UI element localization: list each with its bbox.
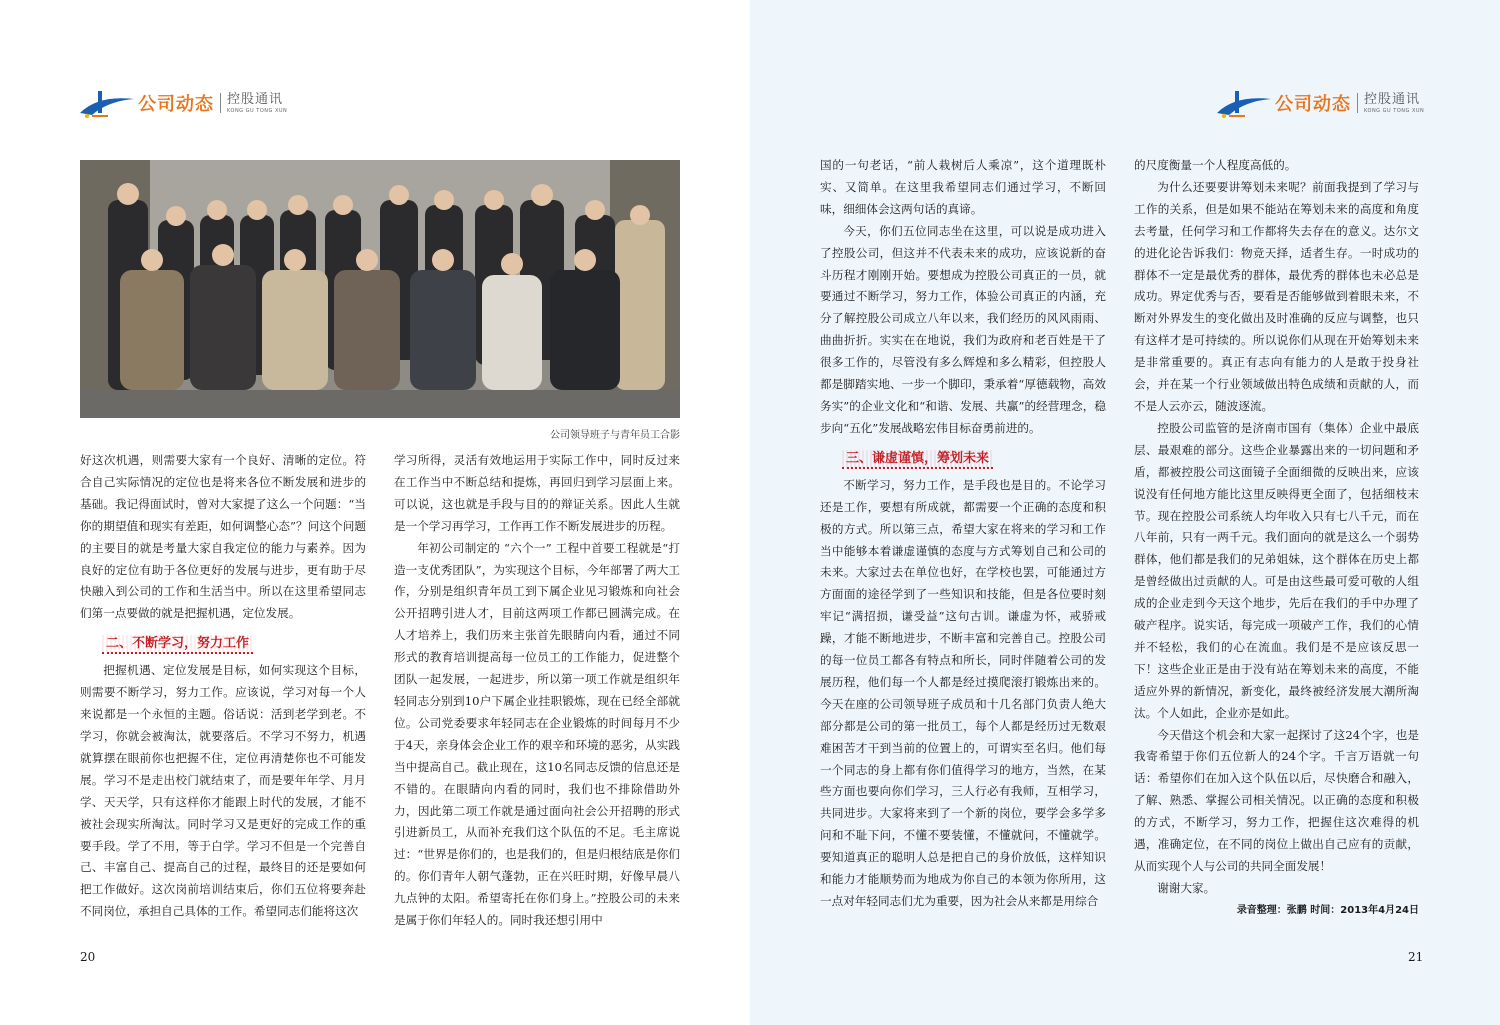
- left-column-2: [394, 450, 680, 932]
- credit-line: 录音整理：张鹏 时间：2013年4月24日: [1236, 904, 1419, 916]
- right-page: [750, 0, 1500, 1025]
- right-column-1: [820, 155, 1106, 913]
- section-heading-2: 二、不断学习，努力工作: [102, 635, 253, 654]
- header-title: 公司动态: [1275, 94, 1351, 115]
- photo-caption: 公司领导班子与青年员工合影: [550, 430, 680, 441]
- group-photo: [80, 160, 680, 418]
- header-divider: [220, 93, 221, 113]
- closing-line: 谢谢大家。: [1157, 880, 1216, 895]
- paragraph: 年初公司制定的 “六个一” 工程中首要工程就是“打造一支优秀团队”，为实现这个目标，今年部署了两大工作，分别是组织青年员工到下属企业见习锻炼和向社会公开招聘引进人才，目前这两项工作都已圆满完成。在人才培养上，我们历来主张首先眼睛向内看，通过不同形式的教育培训提高每一位员工的工作能力，促进整个团队一起发展，一起进步，所以第一项工作就是组织年轻同志分别到10户下属企业挂职锻炼，现在已经全部就位。公司党委要求年轻同志在企业锻炼的时间每月不少于4天，亲身体会企业工作的艰辛和环境的恶劣，从实践当中提高自己。截止现在，这10名同志反馈的信息还是不错的。在眼睛向内看的同时，我们也不排除借助外力，因此第二项工作就是通过面向社会公开招聘的形式引进新员工，从而补充我们这个队伍的不足。毛主席说过：“世界是你们的，也是我们的，但是归根结底是你们的。你们青年人朝气蓬勃，正在兴旺时期，好像早晨八九点钟的太阳。希望寄托在你们身上。”控股公司的未来是属于你们年轻人的。同时我还想引用中: [394, 540, 680, 928]
- paragraph: 好这次机遇，则需要大家有一个良好、清晰的定位。符合自己实际情况的定位也是将来各位不断发展和进步的基础。我记得面试时，曾对大家提了这么一个问题：“当你的期望值和现实有差距，如何调整心态”？问这个问题的主要目的就是考量大家自我定位的能力与素养。因为良好的定位有助于各位更好的发展与进步，更有助于尽快融入到公司的工作和生活当中。所以在这里希望同志们第一点要做的就是把握机遇，定位发展。: [80, 453, 366, 621]
- header-subtitle-en: KONG GU TONG XUN: [1364, 107, 1425, 114]
- paragraph: 国的一句老话，“前人栽树后人乘凉”，这个道理既朴实、又简单。在这里我希望同志们通过学习，不断回味，细细体会这两句话的真谛。: [820, 158, 1106, 216]
- header-subtitle-cn: 控股通讯: [1364, 91, 1421, 107]
- paragraph: 为什么还要要讲筹划未来呢？前面我提到了学习与工作的关系，但是如果不能站在筹划未来的高度和角度去考量，任何学习和工作都将失去存在的意义。达尔文的进化论告诉我们：物竞天择，适者生存。一时成功的群体不一定是最优秀的群体，最优秀的群体也未必总是成功。界定优秀与否，要看是否能够做到着眼未来，不断对外界发生的变化做出及时准确的反应与调整，也只有这样才是可持续的。所以说你们从现在开始筹划未来是非常重要的。真正有志向有能力的人是敢于投身社会，并在某一个行业领域做出特色成绩和贡献的人，而不是人云亦云，随波逐流。: [1134, 179, 1419, 413]
- paragraph: 的尺度衡量一个人程度高低的。: [1134, 158, 1297, 172]
- header-subtitle-en: KONG GU TONG XUN: [227, 107, 288, 114]
- paragraph: 今天，你们五位同志坐在这里，可以说是成功进入了控股公司，但这并不代表未来的成功，应该说新的奋斗历程才刚刚开始。要想成为控股公司真正的一员，就要通过不断学习，努力工作，体验公司真正的内涵，充分了解控股公司成立八年以来，我们经历的风风雨雨、曲曲折折。实实在在地说，我们为政府和老百姓是干了很多工作的，尽管没有多么辉煌和多么精彩，但控股人都是脚踏实地、一步一个脚印，秉承着“厚德载物，高效务实”的企业文化和“和谐、发展、共赢”的经营理念，稳步向“五化”发展战略宏伟目标奋勇前进的。: [820, 223, 1106, 435]
- header-divider: [1357, 93, 1358, 113]
- paragraph: 把握机遇、定位发展是目标，如何实现这个目标，则需要不断学习，努力工作。应该说，学习对每一个人来说都是一个永恒的主题。俗话说：活到老学到老。不学习，你就会被淘汰，就要落后。不学习不努力，机遇就算摆在眼前你也把握不住，定位再清楚你也不可能发展。学习不是走出校门就结束了，而是要年年学、月月学、天天学，只有这样你才能跟上时代的发展，才能不被社会现实所淘汰。同时学习又是更好的完成工作的重要手段。学了不用，等于白学。学习不但是一个完善自己、丰富自己、提高自己的过程，最终目的还是要如何把工作做好。这次岗前培训结束后，你们五位将要奔赴不同岗位，承担自己具体的工作。希望同志们能将这次: [80, 663, 366, 919]
- header-subtitle: [1364, 93, 1424, 114]
- header-title: 公司动态: [138, 94, 214, 115]
- paragraph: 今天借这个机会和大家一起探讨了这24个字，也是我寄希望于你们五位新人的24个字。千言万语就一句话：希望你们在加入这个队伍以后，尽快磨合和融入，了解、熟悉、掌握公司相关情况。以正确的态度和积极的方式，不断学习，努力工作，把握住这次难得的机遇，准确定位，在不同的岗位上做出自己应有的贡献，从而实现个人与公司的共同全面发展！: [1134, 727, 1419, 873]
- company-logo-icon: [78, 87, 136, 119]
- group-photo-illustration: [80, 160, 680, 418]
- company-logo-icon: [1215, 87, 1273, 119]
- paragraph: 控股公司监管的是济南市国有（集体）企业中最底层、最艰难的部分。这些企业暴露出来的一切问题和矛盾，都被控股公司这面镜子全面细微的反映出来，应该说没有任何地方能比这里反映得更全面了，包括细枝末节。现在控股公司系统人均年收入只有七八千元，而在八年前，只有一两千元。我们面向的就是这么一个弱势群体，他们都是我们的兄弟姐妹，这个群体在历史上都是曾经做出过贡献的人。可是由这些最可爱可敬的人组成的企业走到今天这个地步，先后在我们的手中办理了破产程序。说实话，每完成一项破产工作，我们的心情并不轻松，我们的心在流血。我们是不是应该反思一下！这些企业正是由于没有站在筹划未来的高度，不能适应外界的新情况，新变化，最终被经济发展大潮所淘汰。个人如此，企业亦是如此。: [1134, 420, 1419, 720]
- left-column-1: [80, 450, 366, 923]
- header-subtitle: [227, 93, 287, 114]
- page-number-right: 21: [1408, 950, 1424, 964]
- page-header: [1215, 86, 1424, 120]
- section-heading-3: 三、谦虚谨慎，筹划未来: [842, 450, 993, 469]
- page-number-left: 20: [80, 950, 96, 964]
- page-header: [78, 86, 287, 120]
- right-column-2: [1134, 155, 1419, 922]
- paragraph: 不断学习，努力工作，是手段也是目的。不论学习还是工作，要想有所成就，都需要一个正确的态度和积极的方式。所以第三点，希望大家在将来的学习和工作当中能够本着谦虚谨慎的态度与方式筹划自己和公司的未来。大家过去在单位也好，在学校也罢，可能通过方方面面的途径学到了一些知识和技能，但是各位要时刻牢记“满招损，谦受益”这句古训。谦虚为怀，戒骄戒躁，才能不断地进步，不断丰富和完善自己。控股公司的每一位员工都各有特点和所长，同时伴随着公司的发展历程，他们每一个人都是经过摸爬滚打锻炼出来的。今天在座的公司领导班子成员和十几名部门负责人绝大部分都是公司的第一批员工，每个人都是经历过无数艰难困苦才干到当前的位置上的，可谓实至名归。他们每一个同志的身上都有你们值得学习的地方，当然，在某些方面也要向你们学习，三人行必有我师，互相学习，共同进步。大家将来到了一个新的岗位，要学会多学多问和不耻下问，不懂不要装懂，不懂就问，不懂就学。要知道真正的聪明人总是把自己的身价放低，这样知识和能力才能顺势而为地成为你自己的本领为你所用，这一点对年轻同志们尤为重要，因为社会从来都是用综合: [820, 477, 1106, 908]
- paragraph: 学习所得，灵活有效地运用于实际工作中，同时反过来在工作当中不断总结和提炼，再回归到学习层面上来。可以说，这也就是手段与目的的辩证关系。因此人生就是一个学习再学习，工作再工作不断发展进步的历程。: [394, 453, 680, 533]
- header-subtitle-cn: 控股通讯: [227, 91, 284, 107]
